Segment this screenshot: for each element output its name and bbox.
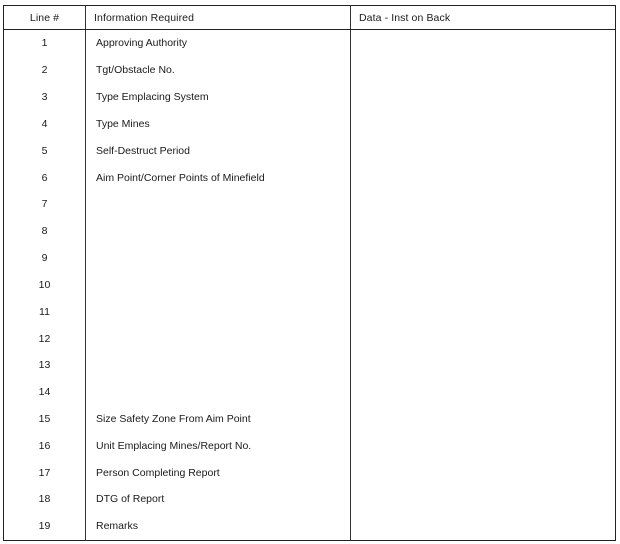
table-row <box>4 513 616 541</box>
line-number-cell: 11 <box>4 298 86 325</box>
information-required-cell <box>86 218 351 245</box>
table-row <box>4 110 616 137</box>
data-entry-cell <box>351 110 616 137</box>
header-data: Data - Inst on Back <box>351 6 616 30</box>
data-entry-cell <box>351 432 616 459</box>
data-entry-cell <box>351 218 616 245</box>
line-number-cell: 7 <box>4 191 86 218</box>
information-required-cell <box>86 245 351 272</box>
table-row <box>4 432 616 459</box>
line-number-cell: 2 <box>4 57 86 84</box>
header-line-number: Line # <box>4 6 86 30</box>
information-required-cell: Size Safety Zone From Aim Point <box>86 406 351 433</box>
table-row <box>4 379 616 406</box>
data-entry-cell <box>351 245 616 272</box>
information-required-cell <box>86 352 351 379</box>
information-required-cell: Tgt/Obstacle No. <box>86 57 351 84</box>
table-row <box>4 406 616 433</box>
header-information-required: Information Required <box>86 6 351 30</box>
table-row <box>4 84 616 111</box>
information-required-cell <box>86 379 351 406</box>
table-row <box>4 271 616 298</box>
line-number-cell: 3 <box>4 84 86 111</box>
data-entry-cell <box>351 271 616 298</box>
data-entry-cell <box>351 191 616 218</box>
table-row <box>4 164 616 191</box>
table-row <box>4 30 616 57</box>
line-number-cell: 13 <box>4 352 86 379</box>
table-row <box>4 57 616 84</box>
data-entry-cell <box>351 513 616 541</box>
data-entry-cell <box>351 459 616 486</box>
table-row <box>4 218 616 245</box>
table-row <box>4 298 616 325</box>
information-required-cell: Type Emplacing System <box>86 84 351 111</box>
table-row <box>4 459 616 486</box>
information-required-cell: Self-Destruct Period <box>86 137 351 164</box>
information-required-cell <box>86 271 351 298</box>
table-body <box>4 30 616 541</box>
information-required-cell <box>86 325 351 352</box>
data-entry-cell <box>351 137 616 164</box>
line-number-cell: 19 <box>4 513 86 541</box>
table-row <box>4 486 616 513</box>
table-row <box>4 191 616 218</box>
line-number-cell: 12 <box>4 325 86 352</box>
line-number-cell: 4 <box>4 110 86 137</box>
header-row <box>4 6 616 30</box>
data-entry-cell <box>351 379 616 406</box>
table-row <box>4 352 616 379</box>
information-required-cell: Remarks <box>86 513 351 541</box>
line-number-cell: 10 <box>4 271 86 298</box>
information-required-cell: Unit Emplacing Mines/Report No. <box>86 432 351 459</box>
data-entry-cell <box>351 352 616 379</box>
line-number-cell: 8 <box>4 218 86 245</box>
information-required-cell: Type Mines <box>86 110 351 137</box>
data-entry-cell <box>351 30 616 57</box>
line-number-cell: 15 <box>4 406 86 433</box>
information-required-cell <box>86 298 351 325</box>
line-number-cell: 6 <box>4 164 86 191</box>
line-number-cell: 18 <box>4 486 86 513</box>
data-entry-cell <box>351 84 616 111</box>
information-required-cell: Aim Point/Corner Points of Minefield <box>86 164 351 191</box>
line-number-cell: 1 <box>4 30 86 57</box>
line-number-cell: 9 <box>4 245 86 272</box>
table-row <box>4 325 616 352</box>
line-number-cell: 16 <box>4 432 86 459</box>
data-entry-cell <box>351 325 616 352</box>
line-number-cell: 5 <box>4 137 86 164</box>
table-row <box>4 245 616 272</box>
report-form-table <box>3 5 616 541</box>
line-number-cell: 14 <box>4 379 86 406</box>
data-entry-cell <box>351 406 616 433</box>
data-entry-cell <box>351 298 616 325</box>
data-entry-cell <box>351 57 616 84</box>
line-number-cell: 17 <box>4 459 86 486</box>
data-entry-cell <box>351 486 616 513</box>
data-entry-cell <box>351 164 616 191</box>
table-row <box>4 137 616 164</box>
information-required-cell: DTG of Report <box>86 486 351 513</box>
information-required-cell: Approving Authority <box>86 30 351 57</box>
information-required-cell <box>86 191 351 218</box>
information-required-cell: Person Completing Report <box>86 459 351 486</box>
